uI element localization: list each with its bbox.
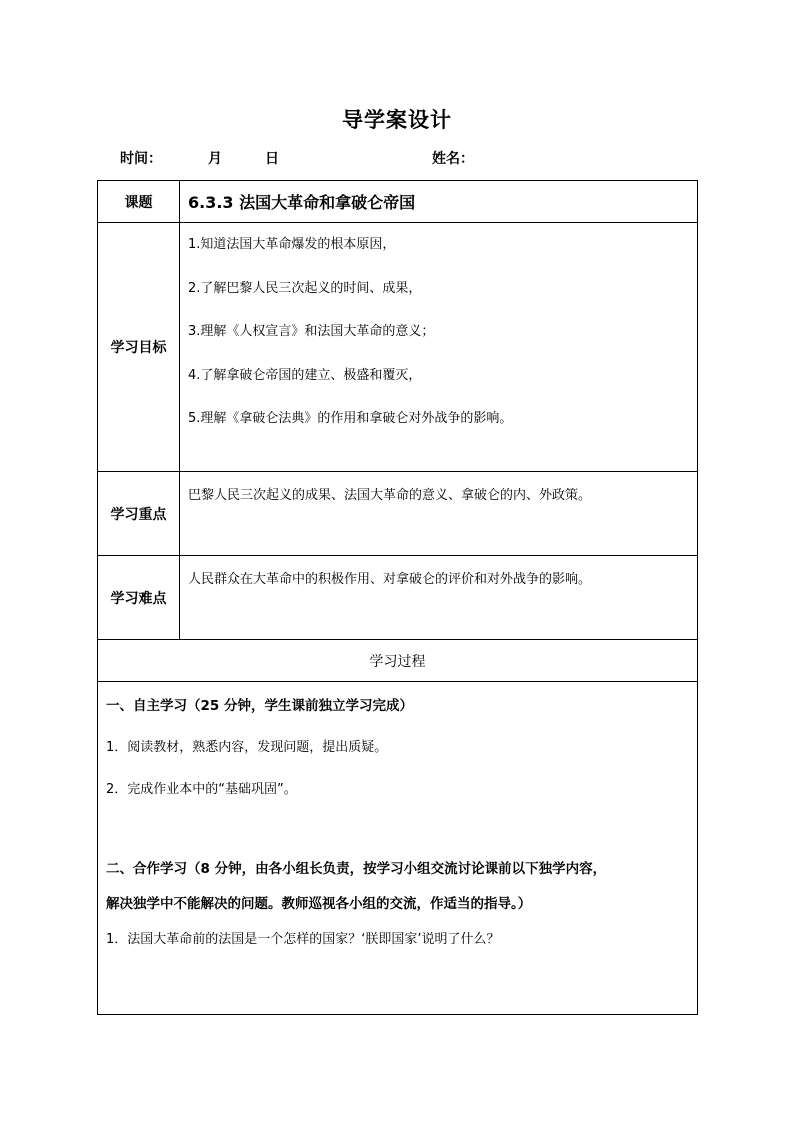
process-label: 学习过程 bbox=[98, 640, 698, 682]
name-label: 姓名： bbox=[432, 151, 474, 167]
key-points-label: 学习重点 bbox=[98, 472, 180, 556]
objective-item: 5.理解《拿破仑法典》的作用和拿破仑对外战争的影响。 bbox=[188, 411, 513, 426]
topic-value: 6.3.3 法国大革命和拿破仑帝国 bbox=[180, 181, 698, 223]
coop-heading-line1: 二、合作学习（8 分钟，由各小组长负责，按学习小组交流讨论课前以下独学内容， bbox=[106, 861, 607, 877]
difficulties-text: 人民群众在大革命中的积极作用、对拿破仑的评价和对外战争的影响。 bbox=[180, 556, 698, 640]
self-study-item: 2．完成作业本中的“基础巩固”。 bbox=[106, 782, 297, 797]
objective-item: 1.知道法国大革命爆发的根本原因， bbox=[188, 237, 396, 252]
difficulties-row bbox=[98, 556, 698, 640]
coop-item: 1．法国大革命前的法国是一个怎样的国家？‘朕即国家’说明了什么？ bbox=[106, 932, 500, 947]
topic-row bbox=[98, 181, 698, 223]
study-plan-table bbox=[97, 180, 698, 1015]
objectives-row bbox=[98, 223, 698, 472]
coop-heading-line2: 解决独学中不能解决的问题。教师巡视各小组的交流，作适当的指导。） bbox=[106, 896, 532, 912]
page-title: 导学案设计 bbox=[342, 108, 452, 132]
objectives-list bbox=[180, 223, 698, 472]
objective-item: 3.理解《人权宣言》和法国大革命的意义； bbox=[188, 324, 435, 339]
time-label: 时间： bbox=[120, 151, 162, 167]
process-content bbox=[98, 682, 698, 1015]
key-points-row bbox=[98, 472, 698, 556]
difficulties-label: 学习难点 bbox=[98, 556, 180, 640]
month-label: 月 bbox=[208, 151, 222, 167]
topic-label: 课题 bbox=[98, 181, 180, 223]
process-header-row bbox=[98, 640, 698, 682]
objectives-label: 学习目标 bbox=[98, 223, 180, 472]
process-content-row bbox=[98, 682, 698, 1015]
self-study-item: 1．阅读教材，熟悉内容，发现问题，提出质疑。 bbox=[106, 740, 388, 755]
day-label: 日 bbox=[265, 151, 279, 167]
spacer bbox=[106, 820, 689, 852]
objective-item: 4.了解拿破仑帝国的建立、极盛和覆灭， bbox=[188, 367, 422, 383]
key-points-text: 巴黎人民三次起义的成果、法国大革命的意义、拿破仑的内、外政策。 bbox=[180, 472, 698, 556]
objective-item: 2.了解巴黎人民三次起义的时间、成果， bbox=[188, 280, 422, 296]
self-study-heading: 一、自主学习（25 分钟，学生课前独立学习完成） bbox=[106, 698, 413, 714]
